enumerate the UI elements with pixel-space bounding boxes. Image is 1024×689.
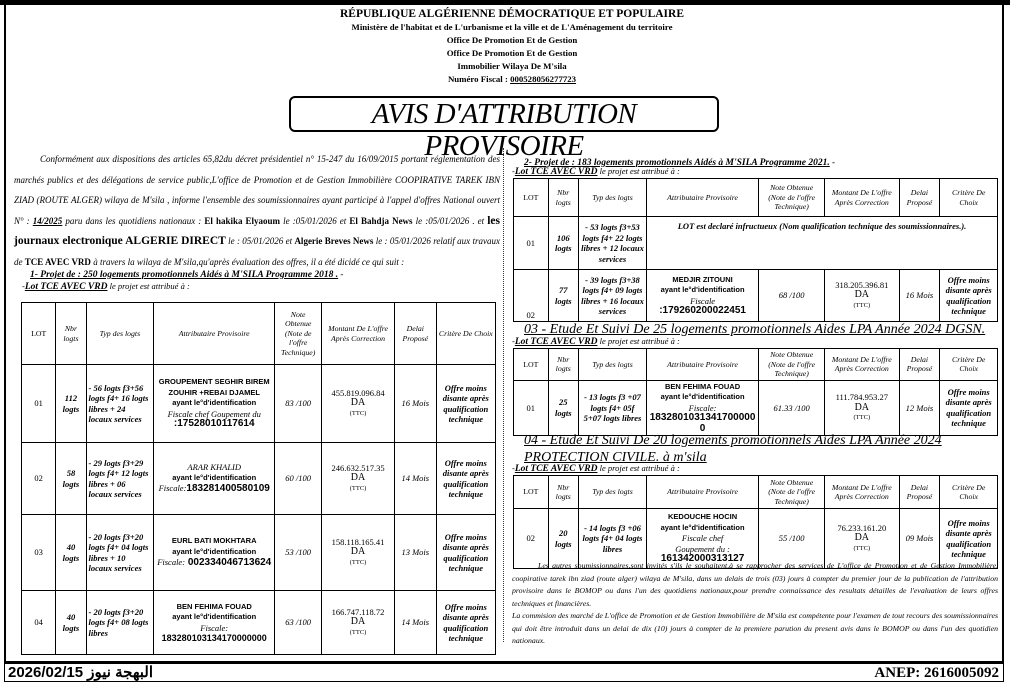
project-4-title-line bbox=[524, 432, 984, 466]
ministry-line: Ministère de l'habitat et de L'urbanisme et la ville et de L'Aménagement du territoire bbox=[351, 22, 673, 32]
cell-attributaire bbox=[647, 380, 759, 436]
cell-lot: 03 bbox=[22, 515, 56, 591]
cell-critere: Offre moins disante après qualification technique bbox=[436, 515, 495, 591]
lot-label: Lot TCE AVEC VRD bbox=[24, 282, 108, 292]
col-delai: Delai Proposé bbox=[899, 476, 940, 509]
fiscal-label: Fiscale: bbox=[158, 483, 187, 494]
cell-montant bbox=[322, 515, 395, 591]
fiscal-label: Fiscale: bbox=[157, 557, 186, 568]
office-line-3: Immobilier Wilaya De M'sila bbox=[457, 61, 567, 71]
works-type: TCE AVEC VRD bbox=[24, 256, 91, 267]
cell-typ: - 13 logts f3 +07 logts f4+ 05f 5+07 logts libres bbox=[578, 380, 646, 436]
lot-prefix: - bbox=[512, 166, 515, 176]
title-suffix: - bbox=[829, 157, 836, 167]
footer-bar bbox=[4, 662, 1004, 682]
col-note: Note Obtenue (Note de l'offre Technique) bbox=[275, 303, 322, 365]
amount: 76.233.161.20 bbox=[837, 522, 887, 533]
col-lot: LOT bbox=[514, 476, 549, 509]
cell-typ: - 53 logts f3+53 logts f4+ 22 logts libres + 12 locaux services bbox=[578, 217, 646, 270]
letterhead bbox=[0, 8, 1024, 86]
cell-typ: - 14 logts f3 +06 logts f4+ 04 logts libres bbox=[578, 509, 646, 569]
table-header-row bbox=[514, 476, 998, 509]
col-critere: Critère De Choix bbox=[436, 303, 495, 365]
currency: DA bbox=[350, 397, 366, 409]
cell-typ: - 56 logts f3+56 logts f4+ 16 logts libres + 24 locaux services bbox=[86, 365, 154, 443]
lot-prefix: - bbox=[512, 336, 515, 346]
fiscal-id: 183280103134170000000 bbox=[161, 633, 267, 643]
col-attr: Attributaire Provisoire bbox=[154, 303, 275, 365]
project-1-table bbox=[21, 302, 496, 655]
col-lot: LOT bbox=[514, 179, 549, 217]
fiscal-id: :179260200022451 bbox=[659, 305, 746, 316]
project-1-title: 1- Projet de : 250 logements promotionnels Aidés à M'SILA Programme 2018 . bbox=[30, 270, 339, 280]
cell-critere: Offre moins disante après qualification technique bbox=[940, 380, 998, 436]
col-critere: Critère De Choix bbox=[940, 179, 998, 217]
cell-lot: 01 bbox=[514, 217, 549, 270]
lot-prefix: - bbox=[22, 281, 25, 291]
cell-attributaire bbox=[154, 515, 275, 591]
ttc: (TTC) bbox=[853, 414, 871, 421]
col-delai: Delai Proposé bbox=[899, 179, 940, 217]
office-line-2: Office De Promotion Et de Gestion bbox=[446, 48, 578, 58]
date-4: le : 05/01/2026 relatif aux travaux de bbox=[14, 236, 500, 267]
cell-critere: Offre moins disante après qualification technique bbox=[436, 591, 495, 655]
col-montant: Montant De L'offre Après Correction bbox=[825, 476, 899, 509]
cell-note: 68 /100 bbox=[759, 270, 825, 322]
cell-lot: 02 bbox=[514, 509, 549, 569]
intro-text-3: à travers la wilaya de M'sila,qu'après évaluation des offres, il a été dicidé ce qui suit : bbox=[90, 256, 405, 267]
ttc: (TTC) bbox=[349, 409, 367, 417]
lot-suffix: le projet est attribué à : bbox=[597, 166, 680, 176]
lot-label: Lot TCE AVEC VRD bbox=[514, 464, 598, 474]
table-row bbox=[514, 217, 998, 270]
project-4-table bbox=[513, 475, 998, 569]
col-nbr: Nbr logts bbox=[56, 303, 86, 365]
cell-nbr: 25 logts bbox=[548, 380, 578, 436]
table-row bbox=[22, 515, 496, 591]
col-typ: Typ des logts bbox=[578, 476, 646, 509]
table-row bbox=[514, 270, 998, 322]
cell-note: 55 /100 bbox=[759, 509, 825, 569]
cell-delai: 12 Mois bbox=[899, 380, 940, 436]
fiscal-label: Fiscale bbox=[690, 295, 716, 306]
col-montant: Montant De L'offre Après Correction bbox=[825, 349, 899, 381]
ttc: (TTC) bbox=[349, 558, 367, 566]
newspaper-4: Algerie Breves News bbox=[294, 236, 374, 246]
table-header-row bbox=[514, 349, 998, 381]
cell-nbr: 40 logts bbox=[56, 515, 86, 591]
attributaire-name: EURL BATI MOKHTARA bbox=[171, 536, 257, 546]
intro-paragraph bbox=[14, 149, 500, 272]
lot-suffix: le projet est attribué à : bbox=[597, 463, 680, 473]
cell-lot: 01 bbox=[22, 365, 56, 443]
fiscal-label: Numéro Fiscal : bbox=[447, 74, 511, 84]
fiscal-id: 002334046713624 bbox=[185, 557, 272, 569]
cell-attributaire bbox=[154, 443, 275, 515]
cell-montant bbox=[322, 591, 395, 655]
cell-critere: Offre moins disante après qualification technique bbox=[436, 443, 495, 515]
cell-lot: 02 bbox=[22, 443, 56, 515]
cell-typ: - 20 logts f3+20 logts f4+ 08 logts libres bbox=[86, 591, 154, 655]
col-montant: Montant De L'offre Après Correction bbox=[825, 179, 899, 217]
cell-attributaire bbox=[154, 365, 275, 443]
col-typ: Typ des logts bbox=[578, 349, 646, 381]
amount: 111.784.953.27 bbox=[835, 392, 889, 402]
newspaper-1: El hakika Elyaoum bbox=[204, 215, 281, 226]
fiscal-label: Fiscale chef Goupement du bbox=[167, 408, 261, 419]
fiscal-id: 161342000313127 bbox=[660, 553, 745, 565]
id-label: ayant le°d'identification bbox=[660, 285, 745, 294]
cell-lot: 02 bbox=[514, 270, 549, 322]
closing-paragraph-1: Les autres soumissionnaires,sont invités s'ils le souhaitent,à se rapprocher des services de L'office de Promotion et de Gestion Immobilière, coopirative tarek ibn ziad (route alger) wilaya de M'sila, dans un delais de trois (03) jours à compter du premier jour de la publication de l'attribution provisoire dans le BOMOP ou dans l'un des quotidiens nationaux,pour prendre connaissance des resultats détailles de l'evaluation de leurs offres techniques et financières. bbox=[512, 561, 998, 608]
cell-nbr: 112 logts bbox=[56, 365, 86, 443]
col-attr: Attributaire Provisoire bbox=[647, 179, 759, 217]
cell-attributaire bbox=[647, 270, 759, 322]
col-nbr: Nbr logts bbox=[548, 349, 578, 381]
table-row bbox=[22, 591, 496, 655]
date-3: le : 05/01/2026 et bbox=[225, 236, 295, 246]
cell-typ: - 39 logts f3+38 logts f4+ 09 logts libres + 16 locaux services bbox=[578, 270, 646, 322]
id-label: ayant le°d'identification bbox=[172, 398, 257, 408]
project-2-table bbox=[513, 178, 998, 322]
amount: 318.205.396.81 bbox=[835, 279, 889, 290]
amount: 158.118.165.41 bbox=[331, 536, 385, 547]
fiscal-label: Fiscale: bbox=[688, 402, 717, 413]
cell-delai: 09 Mois bbox=[899, 509, 940, 569]
project-3-title: 03 - Etude Et Suivi De 25 logements promotionnels Aides LPA Année 2024 DGSN. bbox=[524, 322, 986, 337]
attributaire-name: ARAR KHALID bbox=[187, 462, 242, 473]
col-typ: Typ des logts bbox=[86, 303, 154, 365]
col-critere: Critère De Choix bbox=[940, 476, 998, 509]
id-label: ayant le°d'identification bbox=[172, 472, 257, 482]
col-attr: Attributaire Provisoire bbox=[647, 476, 759, 509]
cell-nbr: 20 logts bbox=[548, 509, 578, 569]
cell-delai: 14 Mois bbox=[394, 591, 436, 655]
cell-note: 83 /100 bbox=[275, 365, 322, 443]
currency: DA bbox=[350, 546, 366, 558]
cell-montant bbox=[825, 270, 899, 322]
cell-montant bbox=[322, 443, 395, 515]
amount: 166.747.118.72 bbox=[331, 606, 385, 617]
table-header-row bbox=[514, 179, 998, 217]
publication-date: 2026/02/15 البهجة نيوز bbox=[8, 664, 154, 681]
lot-prefix: - bbox=[512, 463, 515, 473]
currency: DA bbox=[854, 289, 870, 301]
lot-suffix: le projet est attribué à : bbox=[597, 336, 680, 346]
cell-delai: 13 Mois bbox=[394, 515, 436, 591]
fiscal-label: Fiscale chef bbox=[681, 533, 724, 544]
intro-text-2: paru dans les quotidiens nationaux : bbox=[62, 215, 205, 226]
project-4-lot-line bbox=[512, 463, 680, 474]
project-1-lot-line bbox=[22, 281, 190, 292]
cell-delai: 14 Mois bbox=[394, 443, 436, 515]
intro-text-1: Conformément aux dispositions des articles 65,82du décret présidentiel n° 15-247 du 16/09/2015 portant réglementation des marchés publics et des délégations de service public,L'office de Promotion et de Gestion Immobilière COOPIRATIVE TAREK IBN ZIAD (ROUTE ALGER) wilaya de M'sila , informe l'ensemble des soumissionnaires ayant participé à l'appel d'offres National ouvert N° : bbox=[14, 154, 500, 226]
col-note: Note Obtenue (Note de l'offre Technique) bbox=[759, 179, 825, 217]
cell-critere: Offre moins disante après qualification technique bbox=[940, 270, 998, 322]
project-2-lot-line bbox=[512, 166, 680, 177]
fiscal-id: 18328010313417000000 bbox=[649, 412, 756, 434]
cell-typ: - 20 logts f3+20 logts f4+ 04 logts libres + 10 locaux services bbox=[86, 515, 154, 591]
lot-label: Lot TCE AVEC VRD bbox=[514, 337, 598, 347]
fiscal-number-line bbox=[0, 73, 1024, 86]
cell-note: 53 /100 bbox=[275, 515, 322, 591]
cell-montant bbox=[825, 380, 899, 436]
id-label: ayant le°d'identification bbox=[172, 546, 257, 556]
attributaire-name: BEN FEHIMA FOUAD bbox=[176, 601, 252, 611]
cell-nbr: 40 logts bbox=[56, 591, 86, 655]
cell-delai: 16 Mois bbox=[394, 365, 436, 443]
cell-note: 60 /100 bbox=[275, 443, 322, 515]
attributaire-name: MEDJIR ZITOUNI bbox=[672, 274, 733, 284]
cell-nbr: 77 logts bbox=[548, 270, 578, 322]
notice-title: AVIS D'ATTRIBUTION PROVISOIRE bbox=[289, 96, 719, 132]
cell-nbr: 106 logts bbox=[548, 217, 578, 270]
closing-paragraphs bbox=[512, 560, 998, 648]
id-label: ayant le°d'identification bbox=[172, 612, 257, 621]
cell-critere: Offre moins disante après qualification technique bbox=[940, 509, 998, 569]
attributaire-name: BEN FEHIMA FOUAD bbox=[665, 381, 741, 391]
project-2-title: 2- Projet de : 183 logements promotionnels Aidés à M'SILA Programme 2021. bbox=[524, 158, 830, 168]
project-3-table bbox=[513, 348, 998, 436]
col-note: Note Obtenue (Note de l'offre Technique) bbox=[759, 349, 825, 381]
col-lot: LOT bbox=[514, 349, 549, 381]
date-2: le :05/01/2026 . et bbox=[412, 215, 488, 226]
col-typ: Typ des logts bbox=[578, 179, 646, 217]
ao-number: 14/2025 bbox=[32, 215, 63, 226]
cell-note: 63 /100 bbox=[275, 591, 322, 655]
table-row bbox=[22, 443, 496, 515]
fiscal-number: 000528056277723 bbox=[510, 74, 577, 84]
cell-delai: 16 Mois bbox=[899, 270, 940, 322]
table-header-row bbox=[22, 303, 496, 365]
col-nbr: Nbr logts bbox=[548, 476, 578, 509]
col-delai: Delai Proposé bbox=[899, 349, 940, 381]
lot-label: Lot TCE AVEC VRD bbox=[514, 167, 598, 177]
col-attr: Attributaire Provisoire bbox=[647, 349, 759, 381]
fiscal-label: Fiscale: bbox=[200, 622, 229, 633]
col-montant: Montant De L'offre Après Correction bbox=[322, 303, 395, 365]
project-3-lot-line bbox=[512, 336, 680, 347]
column-divider bbox=[503, 148, 504, 642]
newspaper-2: El Bahdja News bbox=[349, 215, 413, 226]
amount: 246.632.517.35 bbox=[331, 462, 385, 473]
table-row bbox=[22, 365, 496, 443]
cell-typ: - 29 logts f3+29 logts f4+ 12 logts libres + 06 locaux services bbox=[86, 443, 154, 515]
attributaire-name: GROUPEMENT SEGHIR BIREM ZOUHIR +REBAI DJAMEL bbox=[158, 377, 270, 397]
currency: DA bbox=[854, 401, 870, 413]
id-label: ayant le°d'identification bbox=[660, 522, 745, 532]
cell-montant bbox=[322, 365, 395, 443]
id-label: ayant le°d'identification bbox=[660, 392, 745, 401]
col-delai: Delai Proposé bbox=[394, 303, 436, 365]
lot-suffix: le projet est attribué à : bbox=[107, 281, 190, 291]
currency: DA bbox=[350, 472, 366, 484]
ttc: (TTC) bbox=[349, 628, 367, 636]
groupement-label: Goupement du : bbox=[675, 543, 730, 554]
cell-critere: Offre moins disante après qualification technique bbox=[436, 365, 495, 443]
cell-attributaire bbox=[154, 591, 275, 655]
ttc: (TTC) bbox=[853, 544, 871, 552]
electronic-journals: les journaux electronique ALGERIE DIRECT bbox=[14, 214, 501, 247]
ttc: (TTC) bbox=[853, 301, 871, 309]
cell-lot: 04 bbox=[22, 591, 56, 655]
date-1: le :05/01/2026 et bbox=[280, 215, 350, 226]
republic-title: RÉPUBLIQUE ALGÉRIENNE DÉMOCRATIQUE ET POPULAIRE bbox=[340, 8, 684, 20]
col-note: Note Obtenue (Note de l'offre Technique) bbox=[759, 476, 825, 509]
title-suffix: - bbox=[338, 269, 344, 279]
ttc: (TTC) bbox=[349, 484, 367, 492]
table-row bbox=[514, 380, 998, 436]
currency: DA bbox=[854, 532, 870, 544]
project-1-title-line bbox=[30, 264, 343, 282]
attributaire-name: KEDOUCHE HOCIN bbox=[667, 512, 738, 522]
cell-lot: 01 bbox=[514, 380, 549, 436]
anep-number: ANEP: 2616005092 bbox=[874, 665, 999, 681]
fiscal-id: :17528010117614 bbox=[173, 418, 255, 430]
col-nbr: Nbr logts bbox=[548, 179, 578, 217]
closing-paragraph-2: La commision des marché de L'office de Promotion et de Gestion Immobilière de M'sila est compétente pour l'examen de tout recours des soumissionnaires qui doit être introduit dans un delai de dix (10) jours à compter de la premiere parution du present avis dans le BOMOP ou dans l'un des quotidien nationaux. bbox=[512, 611, 998, 645]
office-line-1: Office De Promotion Et de Gestion bbox=[446, 35, 578, 45]
cell-nbr: 58 logts bbox=[56, 443, 86, 515]
col-critere: Critère De Choix bbox=[940, 349, 998, 381]
infructueux-notice: LOT est declaré infructueux (Nom qualification technique des soumissionnaires.). bbox=[647, 217, 998, 270]
cell-note: 61.33 /100 bbox=[759, 380, 825, 436]
col-lot: LOT bbox=[22, 303, 56, 365]
project-4-title: 04 - Etude Et Suivi De 20 logements promotionnels Aides LPA Année 2024 PROTECTION CIVILE. à m'sila bbox=[524, 433, 942, 465]
fiscal-id: 183281400580109 bbox=[186, 483, 270, 495]
amount: 455.819.096.84 bbox=[331, 387, 385, 398]
currency: DA bbox=[350, 616, 366, 628]
